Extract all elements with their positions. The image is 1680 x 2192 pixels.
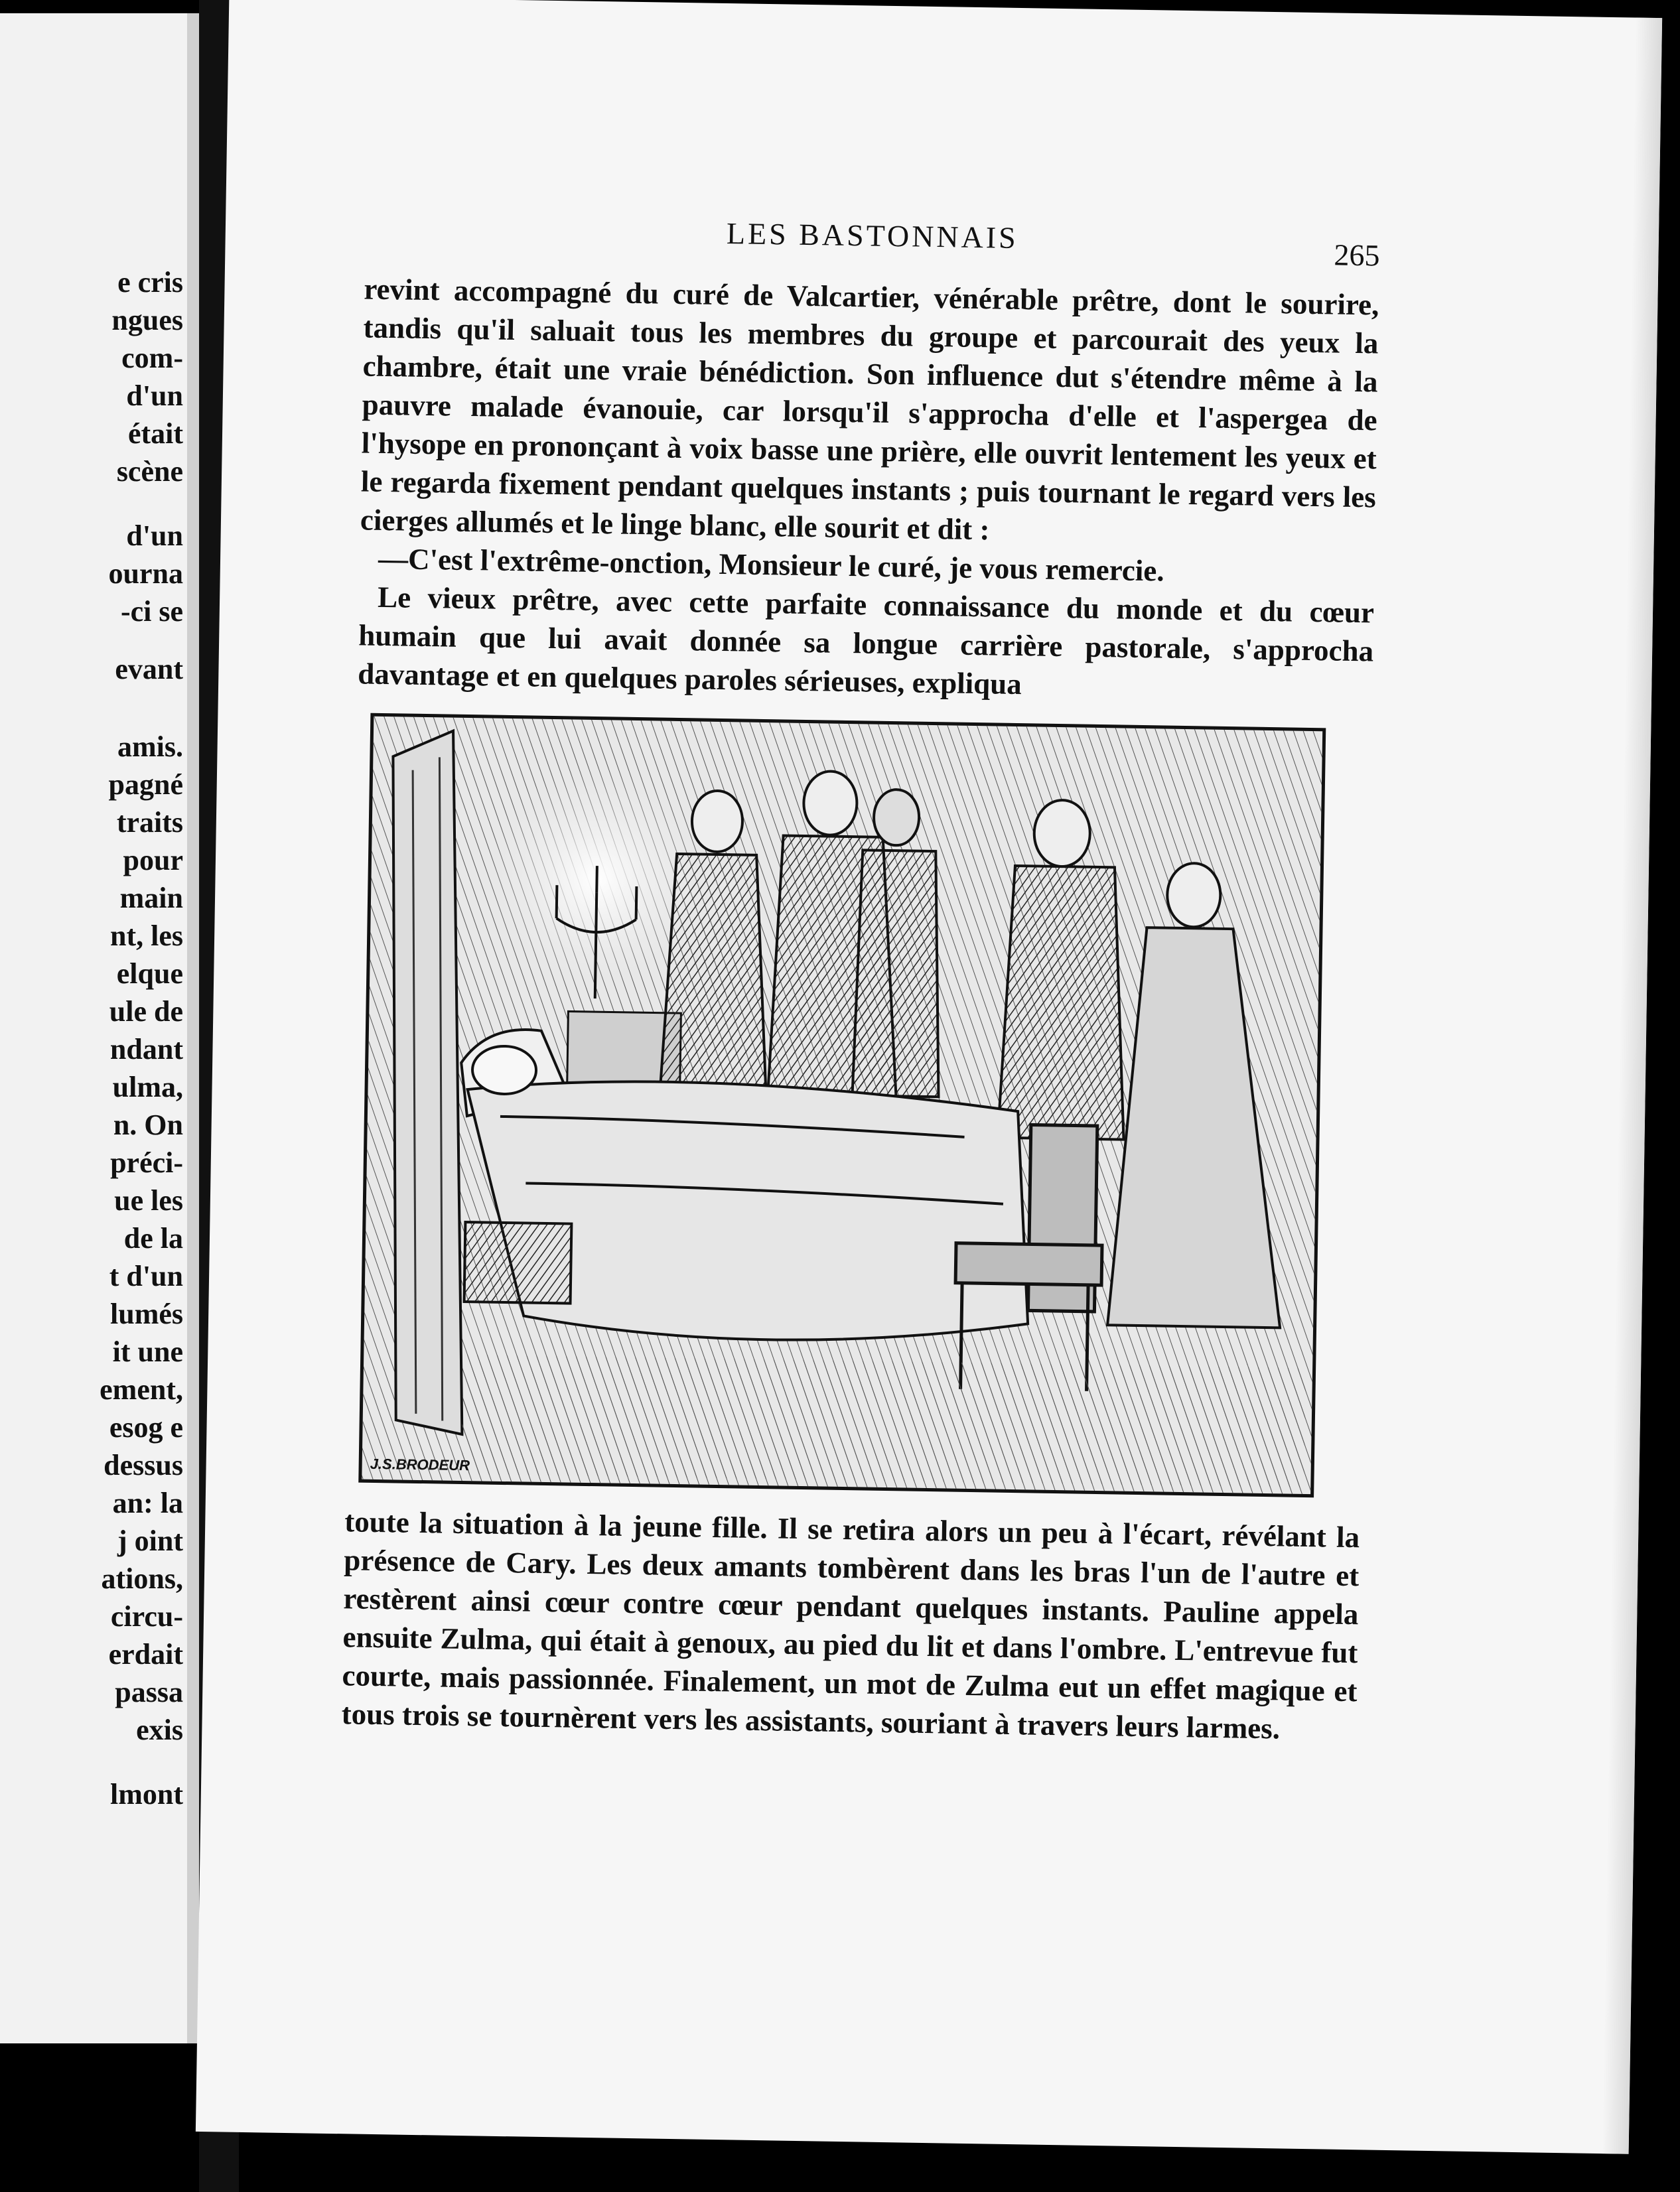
previous-page-edge: [0, 13, 199, 2043]
engraving-illustration: [358, 713, 1326, 1497]
previous-page-line: circu-: [110, 1600, 183, 1633]
previous-page-line: erdait: [108, 1638, 183, 1671]
previous-page-line: pagné: [108, 768, 183, 801]
running-title: LES BASTONNAIS: [726, 216, 1019, 255]
previous-page-line: an: la: [112, 1487, 183, 1519]
paragraph: revint accompagné du curé de Valcartier, vénérable prêtre, dont le sourire, tandis qu'il saluait tous les membres du groupe et parcourait des yeux la chambre, était une vraie bénédiction. Son influence dut s'étendre même à la pauvre malade évanouie, car lorsqu'il s'approcha d'elle et l'aspergea de l'hysope en prononçant à voix basse une prière, elle ouvrit lentement les yeux et le regarda fixement pendant quelques instants ; puis tournant le regard vers les cierges allumés et le linge blanc, elle sourit et dit :: [360, 272, 1379, 547]
previous-page-line: elque: [116, 957, 183, 990]
previous-page-line: préci-: [110, 1146, 183, 1179]
previous-page-line: esog e: [109, 1411, 183, 1444]
previous-page-line: ule de: [109, 995, 183, 1028]
previous-page-line: ngues: [111, 304, 183, 336]
previous-page-line: com-: [121, 342, 183, 374]
previous-page-line: ulma,: [112, 1071, 183, 1103]
previous-page-line: amis.: [117, 730, 183, 763]
previous-page-line: dessus: [104, 1449, 183, 1481]
previous-page-line: ue les: [114, 1184, 183, 1217]
previous-page-line: nt, les: [110, 920, 183, 952]
previous-page-line: d'un: [126, 379, 183, 412]
deathbed-scene-drawing: [362, 717, 1322, 1494]
page-number: 265: [1334, 238, 1380, 273]
page-spine: [187, 13, 199, 2043]
previous-page-line: main: [119, 882, 183, 914]
previous-page-line: t d'un: [109, 1260, 183, 1292]
previous-page-line: exis: [136, 1714, 183, 1746]
page-curl-shadow: [1602, 18, 1663, 2154]
previous-page-line: -ci se: [120, 595, 183, 628]
book-page: [196, 0, 1662, 2154]
previous-page-line: ations,: [101, 1562, 183, 1595]
previous-page-line: d'un: [126, 519, 183, 552]
previous-page-line: it une: [112, 1336, 183, 1368]
previous-page-line: n. On: [113, 1109, 183, 1141]
previous-page-line: pour: [123, 844, 183, 876]
previous-page-line: evant: [115, 653, 183, 685]
paragraph: Le vieux prêtre, avec cette parfaite connaissance du monde et du cœur humain que lui avait donnée sa longue carrière pastorale, s'approcha davantage et en quelques paroles sérieuses, expliqua: [357, 580, 1375, 701]
previous-page-line: ndant: [109, 1033, 183, 1065]
previous-page-line: de la: [123, 1222, 183, 1255]
reclining-woman: [472, 1046, 536, 1094]
paragraph: toute la situation à la jeune fille. Il se retira alors un peu à l'écart, révélant la présence de Cary. Les deux amants tombèrent dans les bras l'un de l'autre et restèrent ainsi cœur contre cœur pendant quelques instants. Pauline appela ensuite Zulma, qui était à genoux, au pied du lit et dans l'ombre. L'entrevue fut courte, mais passionnée. Finalement, un mot de Zulma eut un effet magique et tous trois se tournèrent vers les assistants, souriant à travers leurs larmes.: [341, 1505, 1360, 1746]
paragraph: —C'est l'extrême-onction, Monsieur le curé, je vous remercie.: [378, 541, 1165, 588]
previous-page-line: ement,: [100, 1373, 183, 1406]
page-content: [341, 210, 1380, 1749]
previous-page-line: j oint: [117, 1525, 183, 1557]
previous-page-line: était: [127, 417, 183, 450]
previous-page-line: scène: [116, 455, 183, 488]
previous-page-line: traits: [116, 806, 183, 839]
previous-page-line: lmont: [110, 1778, 183, 1811]
previous-page-line: lumés: [110, 1298, 183, 1330]
previous-page-line: ourna: [108, 557, 183, 590]
illustrator-signature: J.S.BRODEUR: [370, 1455, 470, 1474]
previous-page-line: passa: [115, 1676, 183, 1708]
previous-page-line: e cris: [117, 266, 183, 299]
